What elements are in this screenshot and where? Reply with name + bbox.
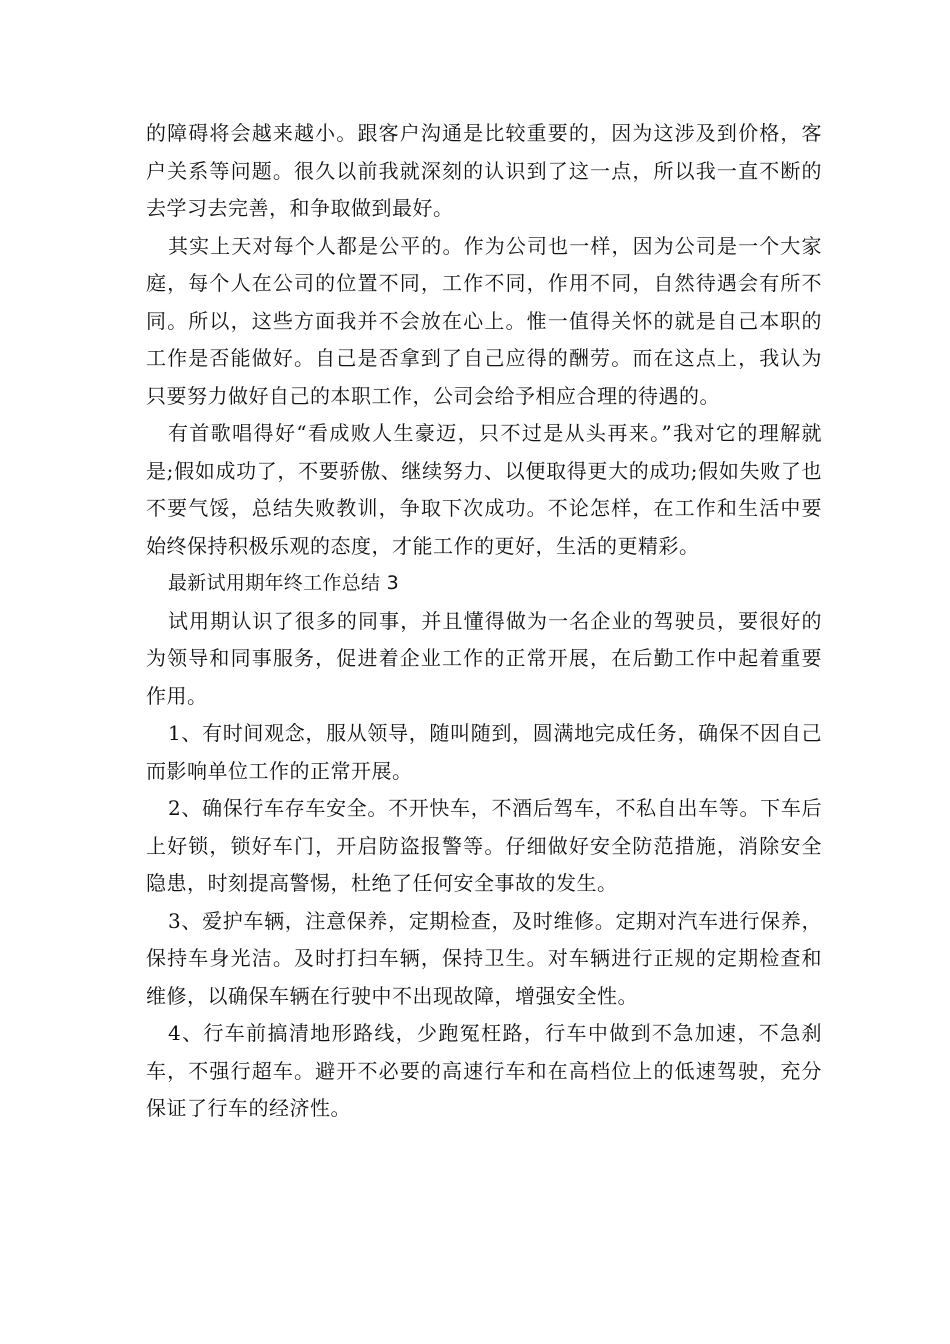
- list-item-2: 2、确保行车存车安全。不开快车，不酒后驾车，不私自出车等。下车后上好锁，锁好车门，开启防盗报警等。仔细做好安全防范措施，消除安全隐患，时刻提高警惕，杜绝了任何安全事故的发生。: [146, 796, 822, 895]
- paragraph-intro: 试用期认识了很多的同事，并且懂得做为一名企业的驾驶员，要很好的为领导和同事服务，促进着企业工作的正常开展，在后勤工作中起着重要作用。: [146, 608, 822, 708]
- section-heading: 最新试用期年终工作总结 3: [168, 572, 400, 594]
- list-item-4: 4、行车前搞清地形路线，少跑冤枉路，行车中做到不急加速，不急刹车，不强行超车。避开不必要的高速行车和在高档位上的低速驾驶，充分保证了行车的经济性。: [146, 1021, 822, 1120]
- document-body: [146, 115, 822, 1128]
- paragraph-fairness: 其实上天对每个人都是公平的。作为公司也一样，因为公司是一个大家庭，每个人在公司的位置不同，工作不同，作用不同，自然待遇会有所不同。所以，这些方面我并不会放在心上。惟一值得关怀的就是自己本职的工作是否能做好。自己是否拿到了自己应得的酬劳。而在这点上，我认为只要努力做好自己的本职工作，公司会给予相应合理的待遇的。: [146, 233, 822, 408]
- paragraph-song: 有首歌唱得好“看成败人生豪迈，只不过是从头再来。”我对它的理解就是;假如成功了，不要骄傲、继续努力、以便取得更大的成功;假如失败了也不要气馁，总结失败教训，争取下次成功。不论怎样，在工作和生活中要始终保持积极乐观的态度，才能工作的更好，生活的更精彩。: [146, 421, 822, 558]
- list-item-3: 3、爱护车辆，注意保养，定期检查，及时维修。定期对汽车进行保养，保持车身光洁。及时打扫车辆，保持卫生。对车辆进行正规的定期检查和维修，以确保车辆在行驶中不出现故障，增强安全性。: [146, 908, 822, 1008]
- list-item-1: 1、有时间观念，服从领导，随叫随到，圆满地完成任务，确保不因自己而影响单位工作的正常开展。: [146, 721, 822, 783]
- paragraph-continuation: 的障碍将会越来越小。跟客户沟通是比较重要的，因为这涉及到价格，客户关系等问题。很久以前我就深刻的认识到了这一点，所以我一直不断的去学习去完善，和争取做到最好。: [146, 121, 822, 220]
